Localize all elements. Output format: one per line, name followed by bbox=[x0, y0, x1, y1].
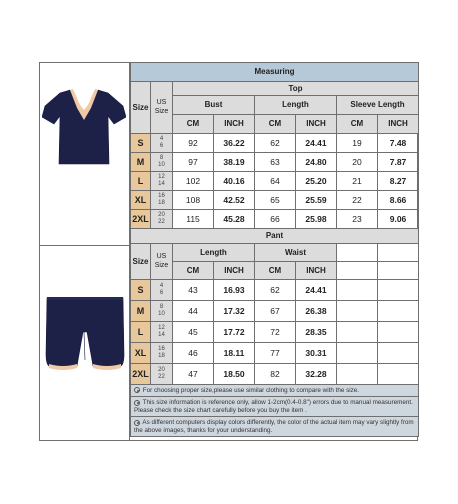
unit-header: INCH bbox=[214, 115, 255, 134]
pant-group-waist: Waist bbox=[255, 244, 337, 262]
note-1: For choosing proper size,please use similar clothing to compare with the size. bbox=[131, 385, 419, 397]
table-row bbox=[131, 301, 419, 322]
empty-cell bbox=[337, 244, 378, 262]
value-cell: 28.35 bbox=[296, 322, 337, 343]
value-cell: 25.20 bbox=[296, 172, 337, 191]
top-section-title: Top bbox=[173, 82, 419, 96]
value-cell: 45.28 bbox=[214, 210, 255, 229]
table-row bbox=[131, 191, 419, 210]
empty-cell bbox=[337, 262, 378, 280]
value-cell: 45 bbox=[173, 322, 214, 343]
info-icon bbox=[134, 420, 140, 426]
empty-cell bbox=[378, 280, 419, 301]
shorts-image bbox=[43, 294, 127, 374]
value-cell: 43 bbox=[173, 280, 214, 301]
value-cell: 8.66 bbox=[378, 191, 419, 210]
size-label: S bbox=[131, 280, 151, 301]
value-cell: 18.50 bbox=[214, 364, 255, 385]
note-3: As different computers display colors differently, the color of the actual item may vary slightly from the above images, thanks for your understanding. bbox=[131, 417, 419, 437]
us-size: 4 6 bbox=[151, 280, 173, 301]
empty-cell bbox=[337, 343, 378, 364]
value-cell: 21 bbox=[337, 172, 378, 191]
value-cell: 20 bbox=[337, 153, 378, 172]
unit-header: CM bbox=[173, 115, 214, 134]
value-cell: 25.98 bbox=[296, 210, 337, 229]
value-cell: 36.22 bbox=[214, 134, 255, 153]
size-table bbox=[130, 62, 419, 437]
value-cell: 44 bbox=[173, 301, 214, 322]
empty-cell bbox=[378, 322, 419, 343]
us-size: 20 22 bbox=[151, 364, 173, 385]
us-size: 4 6 bbox=[151, 134, 173, 153]
pant-us-size-header: US Size bbox=[151, 244, 173, 280]
us-size: 20 22 bbox=[151, 210, 173, 229]
empty-cell bbox=[378, 244, 419, 262]
table-row bbox=[131, 280, 419, 301]
empty-cell bbox=[378, 364, 419, 385]
value-cell: 19 bbox=[337, 134, 378, 153]
value-cell: 62 bbox=[255, 134, 296, 153]
value-cell: 7.48 bbox=[378, 134, 419, 153]
table-row bbox=[131, 343, 419, 364]
empty-cell bbox=[337, 280, 378, 301]
unit-header: INCH bbox=[296, 115, 337, 134]
value-cell: 102 bbox=[173, 172, 214, 191]
unit-header: INCH bbox=[214, 262, 255, 280]
size-label: L bbox=[131, 172, 151, 191]
value-cell: 24.80 bbox=[296, 153, 337, 172]
value-cell: 82 bbox=[255, 364, 296, 385]
value-cell: 17.72 bbox=[214, 322, 255, 343]
size-label: 2XL bbox=[131, 210, 151, 229]
value-cell: 72 bbox=[255, 322, 296, 343]
pant-group-length: Length bbox=[173, 244, 255, 262]
note-2: This size information is reference only, allow 1-2cm(0.4-0.8") errors due to manual measurement. Please check the size chart carefully before you buy the item . bbox=[131, 397, 419, 417]
table-row bbox=[131, 172, 419, 191]
empty-cell bbox=[337, 364, 378, 385]
value-cell: 7.87 bbox=[378, 153, 419, 172]
unit-header: CM bbox=[173, 262, 214, 280]
us-size: 16 18 bbox=[151, 191, 173, 210]
value-cell: 17.32 bbox=[214, 301, 255, 322]
size-label: S bbox=[131, 134, 151, 153]
top-group-sleeve: Sleeve Length bbox=[337, 96, 419, 115]
value-cell: 23 bbox=[337, 210, 378, 229]
unit-header: CM bbox=[255, 262, 296, 280]
pant-section-title: Pant bbox=[131, 229, 419, 244]
value-cell: 42.52 bbox=[214, 191, 255, 210]
empty-cell bbox=[337, 322, 378, 343]
empty-cell bbox=[378, 301, 419, 322]
value-cell: 32.28 bbox=[296, 364, 337, 385]
table-row bbox=[131, 153, 419, 172]
info-icon bbox=[134, 400, 140, 406]
top-group-bust: Bust bbox=[173, 96, 255, 115]
empty-cell bbox=[337, 301, 378, 322]
table-row bbox=[131, 322, 419, 343]
value-cell: 25.59 bbox=[296, 191, 337, 210]
value-cell: 63 bbox=[255, 153, 296, 172]
value-cell: 24.41 bbox=[296, 280, 337, 301]
value-cell: 24.41 bbox=[296, 134, 337, 153]
value-cell: 62 bbox=[255, 280, 296, 301]
size-label: XL bbox=[131, 191, 151, 210]
shirt-image bbox=[42, 86, 126, 166]
unit-header: INCH bbox=[296, 262, 337, 280]
size-label: XL bbox=[131, 343, 151, 364]
value-cell: 67 bbox=[255, 301, 296, 322]
size-label: M bbox=[131, 301, 151, 322]
top-size-header: Size bbox=[131, 82, 151, 134]
us-size: 8 10 bbox=[151, 153, 173, 172]
us-size: 16 18 bbox=[151, 343, 173, 364]
unit-header: INCH bbox=[378, 115, 419, 134]
value-cell: 16.93 bbox=[214, 280, 255, 301]
value-cell: 8.27 bbox=[378, 172, 419, 191]
unit-header: CM bbox=[337, 115, 378, 134]
size-label: M bbox=[131, 153, 151, 172]
table-row bbox=[131, 364, 419, 385]
table-row bbox=[131, 210, 419, 229]
value-cell: 46 bbox=[173, 343, 214, 364]
value-cell: 47 bbox=[173, 364, 214, 385]
table-row bbox=[131, 134, 419, 153]
size-label: L bbox=[131, 322, 151, 343]
unit-header: CM bbox=[255, 115, 296, 134]
pant-size-header: Size bbox=[131, 244, 151, 280]
us-size: 8 10 bbox=[151, 301, 173, 322]
value-cell: 64 bbox=[255, 172, 296, 191]
us-size: 12 14 bbox=[151, 322, 173, 343]
value-cell: 97 bbox=[173, 153, 214, 172]
measuring-title: Measuring bbox=[131, 63, 419, 82]
value-cell: 40.16 bbox=[214, 172, 255, 191]
value-cell: 108 bbox=[173, 191, 214, 210]
value-cell: 66 bbox=[255, 210, 296, 229]
value-cell: 92 bbox=[173, 134, 214, 153]
value-cell: 30.31 bbox=[296, 343, 337, 364]
value-cell: 18.11 bbox=[214, 343, 255, 364]
empty-cell bbox=[378, 262, 419, 280]
value-cell: 65 bbox=[255, 191, 296, 210]
us-size: 12 14 bbox=[151, 172, 173, 191]
image-divider bbox=[39, 245, 130, 246]
empty-cell bbox=[378, 343, 419, 364]
value-cell: 38.19 bbox=[214, 153, 255, 172]
value-cell: 77 bbox=[255, 343, 296, 364]
top-us-size-header: US Size bbox=[151, 82, 173, 134]
info-icon bbox=[134, 387, 140, 393]
top-group-length: Length bbox=[255, 96, 337, 115]
size-label: 2XL bbox=[131, 364, 151, 385]
value-cell: 115 bbox=[173, 210, 214, 229]
value-cell: 22 bbox=[337, 191, 378, 210]
value-cell: 26.38 bbox=[296, 301, 337, 322]
value-cell: 9.06 bbox=[378, 210, 419, 229]
